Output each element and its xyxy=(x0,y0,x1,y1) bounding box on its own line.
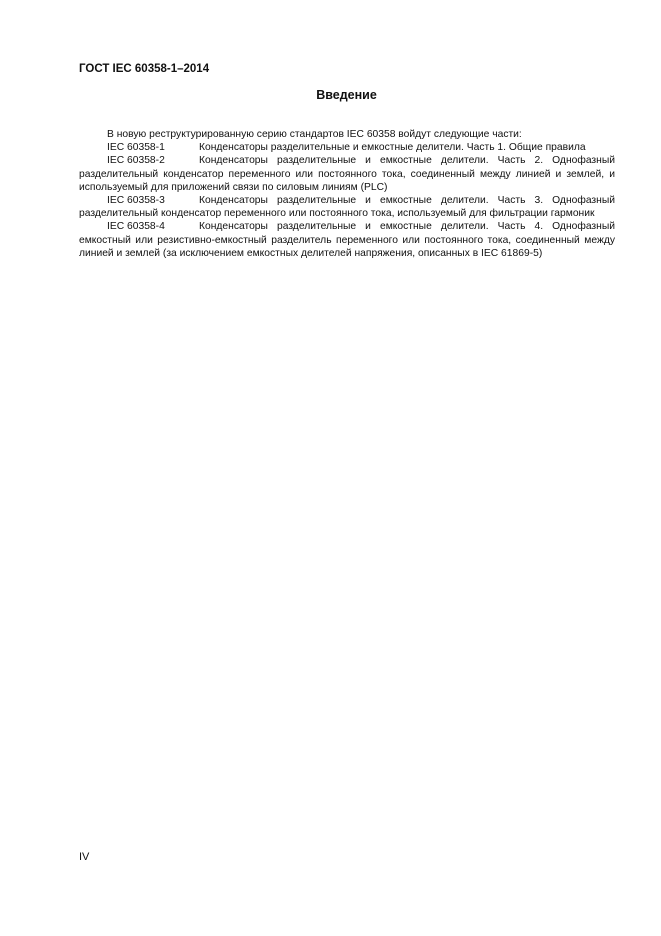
part-code: IEC 60358-3 xyxy=(107,195,165,207)
part-description: Конденсаторы разделительные и емкостные делители. Часть 1. Общие правила xyxy=(199,142,586,154)
part-description: Конденсаторы разделительные и емкостные делители. Часть 3. Однофазный разделительный конденсатор переменного или постоянного тока, используемый для фильтрации гармоник xyxy=(79,195,615,220)
part-item xyxy=(79,154,615,194)
part-description: Конденсаторы разделительные и емкостные делители. Часть 4. Однофазный емкостный или резистивно-емкостный разделитель переменного или постоянного тока, соединенный между линией и землей (за исключением емкостных делителей напряжения, описанных в IEC 61869-5) xyxy=(79,221,615,259)
part-item xyxy=(79,194,615,220)
section-title-text: Введение xyxy=(316,88,377,102)
part-item xyxy=(79,141,615,154)
section-title xyxy=(0,88,661,102)
part-code: IEC 60358-4 xyxy=(107,221,165,233)
intro-paragraph: В новую реструктурированную серию стандартов IEC 60358 войдут следующие части: xyxy=(107,129,522,140)
document-header: ГОСТ IEC 60358-1–2014 xyxy=(79,63,210,75)
part-code: IEC 60358-2 xyxy=(107,155,165,167)
document-body xyxy=(79,128,615,260)
part-item xyxy=(79,220,615,260)
part-description: Конденсаторы разделительные и емкостные делители. Часть 2. Однофазный разделительный конденсатор переменного или постоянного тока, соединенный между линией и землей, и используемый для приложений связи по силовым линиям (PLC) xyxy=(79,155,615,193)
page-number: IV xyxy=(79,851,90,863)
part-code: IEC 60358-1 xyxy=(107,142,165,154)
